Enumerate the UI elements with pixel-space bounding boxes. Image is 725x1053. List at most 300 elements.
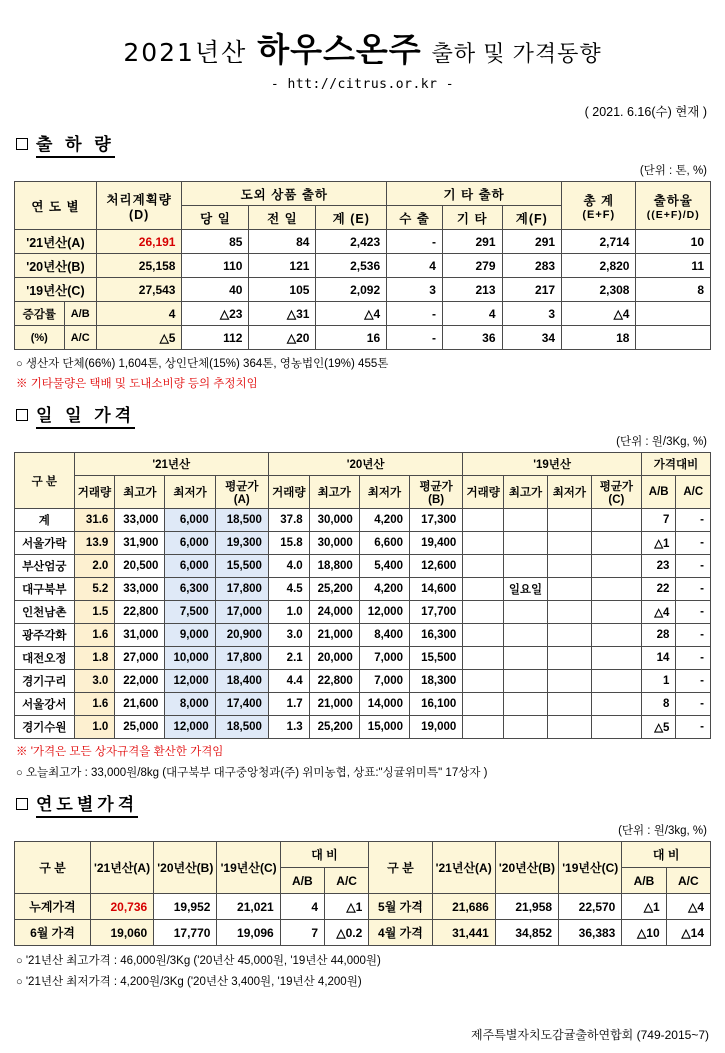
th-y20-right: '20년산(B): [495, 842, 558, 894]
cell-vol-19: [463, 578, 504, 601]
cell-high-21: 25,000: [115, 716, 165, 739]
cell-high-20: 21,000: [309, 693, 359, 716]
cell-high-19: [504, 716, 548, 739]
th-low-21: 최저가: [165, 476, 215, 509]
cell-left-y19: 19,096: [217, 920, 280, 946]
cell-export: 3: [387, 278, 443, 302]
cell-vol-19: [463, 647, 504, 670]
header-subtitle: 출하 및 가격동향: [431, 41, 602, 66]
cell-low-21: 6,000: [165, 532, 215, 555]
th-volume-21: 거래량: [74, 476, 115, 509]
th-year: 연 도 별: [15, 182, 97, 230]
cell-vol-21: 1.5: [74, 601, 115, 624]
cell-ac: -: [676, 509, 711, 532]
cell-vol-21: 1.0: [74, 716, 115, 739]
table-row: [15, 670, 711, 693]
cell-left-y20: 17,770: [154, 920, 217, 946]
cell-high-20: 18,800: [309, 555, 359, 578]
cell-ab: 28: [641, 624, 675, 647]
cell-today: 110: [182, 254, 249, 278]
cell-ab: △1: [641, 532, 675, 555]
square-bullet-icon: [16, 409, 28, 421]
section3-note-2: [16, 973, 711, 989]
th-total: [562, 182, 636, 230]
row-label: 서울강서: [15, 693, 75, 716]
cell-today: 40: [182, 278, 249, 302]
circle-bullet-icon: ○: [16, 767, 23, 779]
table-row: [15, 254, 711, 278]
document-header: [14, 24, 711, 92]
cell-total: △4: [562, 302, 636, 326]
row-label: 대구북부: [15, 578, 75, 601]
cell-ac: -: [676, 716, 711, 739]
cell-avg-21: 18,500: [215, 509, 268, 532]
cell-low-19: [547, 716, 591, 739]
cell-right-ab: △10: [622, 920, 666, 946]
cell-high-19: [504, 555, 548, 578]
cell-low-21: 9,000: [165, 624, 215, 647]
cell-avg-20: 17,300: [409, 509, 462, 532]
cell-vol-21: 1.6: [74, 693, 115, 716]
cell-etc: 4: [442, 302, 502, 326]
cell-vol-20: 1.0: [268, 601, 309, 624]
cell-rate: 8: [636, 278, 711, 302]
cell-avg-21: 17,000: [215, 601, 268, 624]
cell-prev: 121: [249, 254, 316, 278]
cell-high-20: 25,200: [309, 578, 359, 601]
cell-ab: 1: [641, 670, 675, 693]
cell-avg-21: 18,400: [215, 670, 268, 693]
cell-right-y20: 34,852: [495, 920, 558, 946]
cell-low-20: 15,000: [359, 716, 409, 739]
th-compare: 가격대비: [641, 453, 710, 476]
cell-avg-19: [591, 716, 641, 739]
cell-low-21: 7,500: [165, 601, 215, 624]
cell-today: 85: [182, 230, 249, 254]
cell-ac: -: [676, 532, 711, 555]
cell-low-19: [547, 647, 591, 670]
cell-total: 18: [562, 326, 636, 350]
cell-avg-21: 17,800: [215, 578, 268, 601]
cell-low-20: 4,200: [359, 578, 409, 601]
cell-high-21: 22,000: [115, 670, 165, 693]
diff-label: 증감률: [22, 308, 56, 321]
th-high-21: 최고가: [115, 476, 165, 509]
cell-avg-21: 17,800: [215, 647, 268, 670]
cell-etc: 36: [442, 326, 502, 350]
cell-high-20: 20,000: [309, 647, 359, 670]
table-row: [15, 578, 711, 601]
row-label: 대전오정: [15, 647, 75, 670]
cell-right-ac: △4: [666, 894, 710, 920]
cell-right-y21: 31,441: [432, 920, 495, 946]
cell-vol-21: 1.6: [74, 624, 115, 647]
th-compare-left: 대 비: [280, 842, 369, 868]
diff-label-cell: [15, 302, 97, 326]
cell-vol-21: 3.0: [74, 670, 115, 693]
cell-high-19: [504, 647, 548, 670]
cell-high-21: 27,000: [115, 647, 165, 670]
cell-low-21: 10,000: [165, 647, 215, 670]
th-ab-right: A/B: [622, 868, 666, 894]
row-label: 계: [15, 509, 75, 532]
th-y21-right: '21년산(A): [432, 842, 495, 894]
section3-unit: (단위 : 원/3kg, %): [618, 825, 707, 837]
th-division-left: 구 분: [15, 842, 91, 894]
cell-rate: 11: [636, 254, 711, 278]
cell-low-19: [547, 670, 591, 693]
row-label: 서울가락: [15, 532, 75, 555]
cell-avg-20: 19,000: [409, 716, 462, 739]
cell-low-20: 7,000: [359, 670, 409, 693]
cell-right-y20: 21,958: [495, 894, 558, 920]
cell-vol-19: [463, 555, 504, 578]
section3-note-1-text: '21년산 최고가격 : 46,000원/3Kg ('20년산 45,000원, '19년산 44,000원): [25, 955, 381, 967]
cell-low-21: 8,000: [165, 693, 215, 716]
cell-ab: 22: [641, 578, 675, 601]
cell-sum-f: 217: [502, 278, 562, 302]
th-ac-right: A/C: [666, 868, 710, 894]
header-year: 2021년산: [123, 38, 248, 67]
cell-avg-19: [591, 693, 641, 716]
cell-vol-20: 2.1: [268, 647, 309, 670]
cell-left-ab: 4: [280, 894, 324, 920]
document-footer: 제주특별자치도감귤출하연합회 (749-2015~7): [470, 1028, 709, 1042]
th-low-20: 최저가: [359, 476, 409, 509]
section1-note-1: [16, 355, 711, 371]
square-bullet-icon: [16, 138, 28, 150]
section2-note-2-text: 오늘최고가 : 33,000원/8kg (대구북부 대구중앙청과(주) 위미농협, 상표:"싱귤위미특" 17상자 ): [25, 767, 488, 779]
cell-vol-19: [463, 716, 504, 739]
row-label: '19년산(C): [15, 278, 97, 302]
table-header-row: [15, 453, 711, 476]
circle-bullet-icon: ○: [16, 976, 23, 988]
cell-plan: 27,543: [96, 278, 182, 302]
shipment-table: [14, 181, 711, 350]
th-plan-l2: (D): [128, 207, 150, 222]
cell-etc: 213: [442, 278, 502, 302]
cell-left-ac: △1: [325, 894, 369, 920]
cell-high-20: 25,200: [309, 716, 359, 739]
section-title-yearly-price: [16, 790, 711, 818]
row-label: '20년산(B): [15, 254, 97, 278]
section-title-daily-price: [16, 401, 711, 429]
cell-low-20: 6,600: [359, 532, 409, 555]
cell-high-20: 24,000: [309, 601, 359, 624]
cell-vol-21: 1.8: [74, 647, 115, 670]
cell-ab: 23: [641, 555, 675, 578]
cell-ab: 8: [641, 693, 675, 716]
cell-ab: 14: [641, 647, 675, 670]
cell-ac: -: [676, 647, 711, 670]
table-row: [15, 647, 711, 670]
diff-key: A/B: [64, 302, 96, 325]
cell-plan: △5: [96, 326, 182, 350]
th-prev: 전 일: [249, 206, 316, 230]
cell-low-21: 12,000: [165, 716, 215, 739]
cell-avg-20: 19,400: [409, 532, 462, 555]
th-y20-left: '20년산(B): [154, 842, 217, 894]
section1-note-2: ※ 기타물량은 택배 및 도내소비량 등의 추정치임: [16, 378, 258, 390]
cell-low-20: 4,200: [359, 509, 409, 532]
cell-avg-20: 16,100: [409, 693, 462, 716]
cell-left-ac: △0.2: [325, 920, 369, 946]
cell-high-20: 30,000: [309, 532, 359, 555]
th-other: 기 타 출하: [387, 182, 562, 206]
cell-avg-21: 19,300: [215, 532, 268, 555]
cell-sum-f: 283: [502, 254, 562, 278]
section1-title-text: 출 하 량: [36, 130, 115, 158]
cell-total: 2,308: [562, 278, 636, 302]
table-subheader-row: [15, 476, 711, 509]
cell-vol-20: 15.8: [268, 532, 309, 555]
cell-ac: -: [676, 624, 711, 647]
th-compare-right: 대 비: [622, 842, 711, 868]
cell-vol-21: 5.2: [74, 578, 115, 601]
cell-ac: -: [676, 693, 711, 716]
cell-avg-20: 12,600: [409, 555, 462, 578]
cell-high-21: 33,000: [115, 509, 165, 532]
cell-high-20: 30,000: [309, 509, 359, 532]
cell-low-21: 12,000: [165, 670, 215, 693]
th-ac-left: A/C: [325, 868, 369, 894]
row-label: 부산엄궁: [15, 555, 75, 578]
cell-ab: △4: [641, 601, 675, 624]
cell-sum-f: 34: [502, 326, 562, 350]
th-avg-b: 평균가(B): [409, 476, 462, 509]
circle-bullet-icon: ○: [16, 955, 23, 967]
table-row: [15, 920, 711, 946]
cell-avg-19: [591, 601, 641, 624]
th-rate-l1: 출하율: [653, 193, 693, 208]
cell-avg-19: [591, 532, 641, 555]
cell-sum-f: 291: [502, 230, 562, 254]
cell-left-y21: 19,060: [90, 920, 153, 946]
th-y20: '20년산: [268, 453, 462, 476]
cell-avg-20: 18,300: [409, 670, 462, 693]
section1-unit: (단위 : 톤, %): [639, 165, 707, 177]
daily-price-table: [14, 452, 711, 739]
cell-prev: △31: [249, 302, 316, 326]
section-title-shipment: [16, 130, 711, 158]
th-etc: 기 타: [442, 206, 502, 230]
section3-title-text: 연도별가격: [36, 790, 138, 818]
header-main-title: 하우스온주: [257, 31, 422, 68]
cell-vol-20: 4.0: [268, 555, 309, 578]
cell-high-20: 21,000: [309, 624, 359, 647]
cell-ac: -: [676, 555, 711, 578]
cell-low-19: [547, 555, 591, 578]
cell-high-19: [504, 670, 548, 693]
cell-avg-19: [591, 555, 641, 578]
section1-note-1-text: 생산자 단체(66%) 1,604톤, 상인단체(15%) 364톤, 영농법인(19%) 455톤: [25, 358, 389, 370]
row-label-left: 6월 가격: [15, 920, 91, 946]
th-y19-left: '19년산(C): [217, 842, 280, 894]
cell-ac: -: [676, 601, 711, 624]
cell-avg-19: [591, 647, 641, 670]
cell-high-19: [504, 532, 548, 555]
diff-key: A/C: [64, 326, 96, 349]
cell-export: 4: [387, 254, 443, 278]
row-label: 경기수원: [15, 716, 75, 739]
row-label: 경기구리: [15, 670, 75, 693]
cell-high-21: 33,000: [115, 578, 165, 601]
cell-avg-20: 15,500: [409, 647, 462, 670]
cell-vol-21: 2.0: [74, 555, 115, 578]
cell-rate: [636, 302, 711, 326]
square-bullet-icon: [16, 798, 28, 810]
cell-low-20: 7,000: [359, 647, 409, 670]
cell-total: 2,820: [562, 254, 636, 278]
cell-rate: [636, 326, 711, 350]
cell-high-21: 31,000: [115, 624, 165, 647]
th-volume-19: 거래량: [463, 476, 504, 509]
section3-notes: [14, 952, 711, 989]
row-label-right: 5월 가격: [369, 894, 432, 920]
cell-etc: 279: [442, 254, 502, 278]
th-ac: A/C: [676, 476, 711, 509]
diff-unit: (%): [30, 331, 48, 344]
table-row: [15, 555, 711, 578]
table-row: [15, 693, 711, 716]
cell-vol-19: [463, 532, 504, 555]
cell-ab: 7: [641, 509, 675, 532]
section3-note-2-text: '21년산 최저가격 : 4,200원/3Kg ('20년산 3,400원, '19년산 4,200원): [25, 976, 362, 988]
cell-plan: 26,191: [96, 230, 182, 254]
cell-etc: 291: [442, 230, 502, 254]
row-label-left: 누계가격: [15, 894, 91, 920]
cell-low-19: [547, 624, 591, 647]
section2-title-text: 일 일 가격: [36, 401, 135, 429]
th-high-19: 최고가: [504, 476, 548, 509]
header-url: - htt://citrus.or.kr -: [270, 77, 455, 92]
table-row: [15, 509, 711, 532]
cell-export: -: [387, 302, 443, 326]
cell-avg-21: 15,500: [215, 555, 268, 578]
cell-avg-20: 16,300: [409, 624, 462, 647]
table-row: [15, 624, 711, 647]
cell-high-19: [504, 509, 548, 532]
cell-sum-e: △4: [316, 302, 387, 326]
th-avg-a: 평균가(A): [215, 476, 268, 509]
th-division: 구 분: [15, 453, 75, 509]
cell-low-21: 6,000: [165, 509, 215, 532]
table-row-diff: [15, 302, 711, 326]
cell-rate: 10: [636, 230, 711, 254]
cell-low-20: 5,400: [359, 555, 409, 578]
cell-high-19: [504, 693, 548, 716]
cell-high-21: 22,800: [115, 601, 165, 624]
th-high-20: 최고가: [309, 476, 359, 509]
cell-avg-19: [591, 670, 641, 693]
table-row: [15, 716, 711, 739]
table-row-diff: [15, 326, 711, 350]
row-label-right: 4월 가격: [369, 920, 432, 946]
cell-left-y19: 21,021: [217, 894, 280, 920]
table-row: [15, 532, 711, 555]
cell-vol-19: [463, 601, 504, 624]
cell-avg-19: [591, 509, 641, 532]
cell-low-19: [547, 578, 591, 601]
cell-high-19: 일요일: [504, 578, 548, 601]
cell-low-20: 14,000: [359, 693, 409, 716]
th-rate-l2: ((E+F)/D): [646, 208, 700, 221]
cell-sum-f: 3: [502, 302, 562, 326]
th-division-right: 구 분: [369, 842, 432, 894]
cell-avg-19: [591, 624, 641, 647]
cell-low-20: 8,400: [359, 624, 409, 647]
cell-vol-19: [463, 509, 504, 532]
th-plan: [96, 182, 182, 230]
th-y21-left: '21년산(A): [90, 842, 153, 894]
table-row: [15, 894, 711, 920]
cell-ab: △5: [641, 716, 675, 739]
th-plan-l1: 처리계획량: [106, 192, 172, 207]
cell-avg-19: [591, 578, 641, 601]
cell-left-y20: 19,952: [154, 894, 217, 920]
th-sum-f: 계(F): [502, 206, 562, 230]
cell-high-21: 21,600: [115, 693, 165, 716]
cell-high-21: 31,900: [115, 532, 165, 555]
cell-low-19: [547, 601, 591, 624]
th-low-19: 최저가: [547, 476, 591, 509]
th-y21: '21년산: [74, 453, 268, 476]
cell-vol-21: 13.9: [74, 532, 115, 555]
row-label: 광주각화: [15, 624, 75, 647]
cell-sum-e: 2,536: [316, 254, 387, 278]
table-row: [15, 230, 711, 254]
cell-prev: △20: [249, 326, 316, 350]
cell-vol-19: [463, 624, 504, 647]
cell-prev: 84: [249, 230, 316, 254]
cell-high-20: 22,800: [309, 670, 359, 693]
section3-note-1: [16, 952, 711, 968]
th-rate: [636, 182, 711, 230]
th-avg-c: 평균가(C): [591, 476, 641, 509]
cell-vol-20: 37.8: [268, 509, 309, 532]
cell-vol-20: 4.5: [268, 578, 309, 601]
cell-prev: 105: [249, 278, 316, 302]
cell-sum-e: 2,092: [316, 278, 387, 302]
table-row: [15, 601, 711, 624]
circle-bullet-icon: ○: [16, 358, 23, 370]
cell-low-19: [547, 532, 591, 555]
th-outside: 도외 상품 출하: [182, 182, 387, 206]
cell-sum-e: 2,423: [316, 230, 387, 254]
cell-vol-20: 3.0: [268, 624, 309, 647]
th-ab: A/B: [641, 476, 675, 509]
section2-note-1: ※ '가격은 모든 상자규격을 환산한 가격임: [16, 746, 224, 758]
header-date: ( 2021. 6.16(수) 현재 ): [584, 105, 707, 119]
row-label: '21년산(A): [15, 230, 97, 254]
cell-right-y19: 22,570: [559, 894, 622, 920]
cell-low-20: 12,000: [359, 601, 409, 624]
th-sum-e: 계 (E): [316, 206, 387, 230]
cell-avg-21: 17,400: [215, 693, 268, 716]
cell-left-ab: 7: [280, 920, 324, 946]
cell-vol-19: [463, 670, 504, 693]
header-title-line: [14, 24, 711, 71]
yearly-price-table: [14, 841, 711, 946]
cell-today: △23: [182, 302, 249, 326]
cell-high-19: [504, 601, 548, 624]
diff-label-cell: [15, 326, 97, 350]
cell-avg-21: 18,500: [215, 716, 268, 739]
th-today: 당 일: [182, 206, 249, 230]
section2-unit: (단위 : 원/3Kg, %): [616, 436, 707, 448]
cell-export: -: [387, 230, 443, 254]
cell-total: 2,714: [562, 230, 636, 254]
